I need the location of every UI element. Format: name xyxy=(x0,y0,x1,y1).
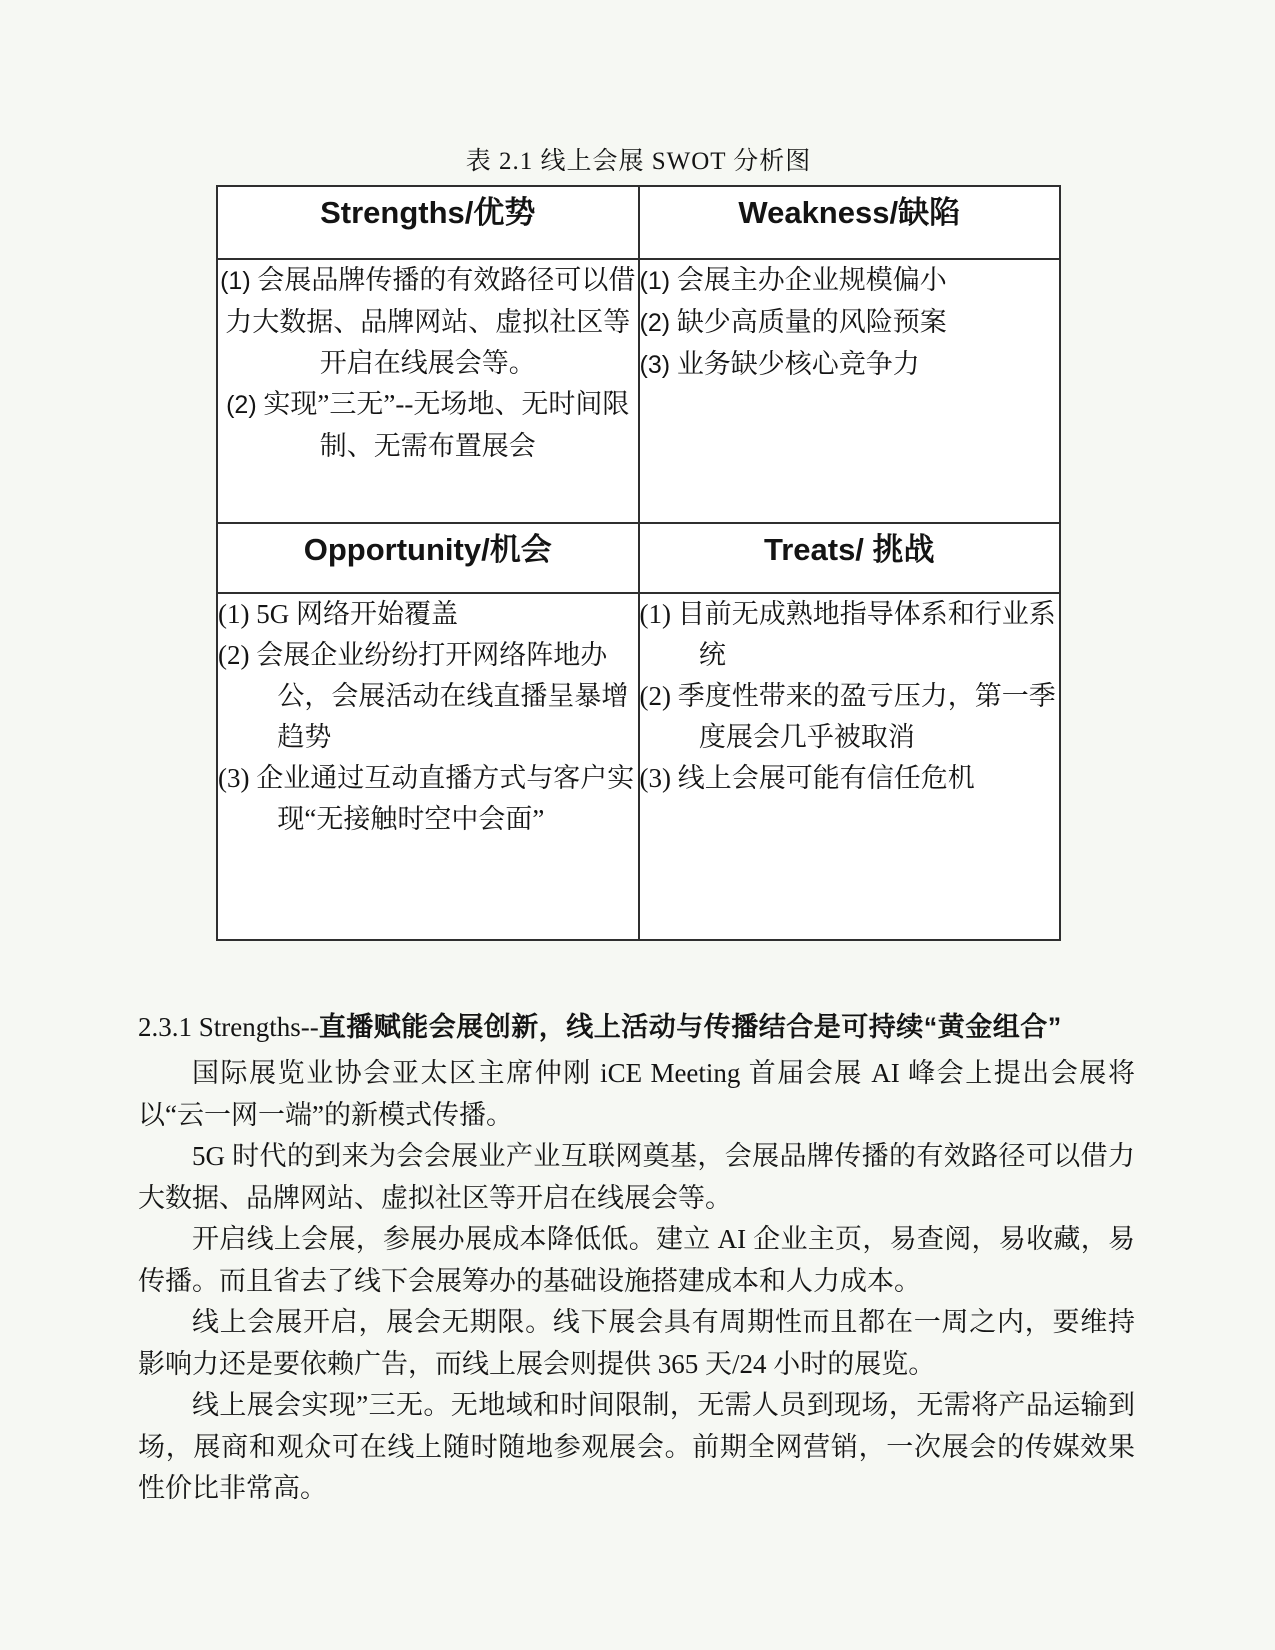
list-item xyxy=(218,384,638,467)
item-text: 线上会展可能有信任危机 xyxy=(677,763,975,793)
item-marker: (2) xyxy=(218,640,250,670)
list-item xyxy=(640,594,1060,676)
opportunity-header-cell: Opportunity/机会 xyxy=(217,523,639,593)
strengths-header-cell: Strengths/优势 xyxy=(217,186,639,259)
list-item xyxy=(218,635,638,758)
item-marker: (3) xyxy=(639,763,671,793)
section-body xyxy=(138,1006,1135,1510)
paragraph: 开启线上会展，参展办展成本降低低。建立 AI 企业主页，易查阅，易收藏，易传播。而且省去了线下会展筹办的基础设施搭建成本和人力成本。 xyxy=(138,1224,1135,1296)
list-item xyxy=(218,594,638,635)
section-number: 2.3.1 Strengths-- xyxy=(138,1012,319,1042)
list-item xyxy=(218,260,638,384)
item-marker: (3) xyxy=(639,351,671,379)
item-marker: (1) xyxy=(220,267,251,295)
item-marker: (1) xyxy=(639,599,671,629)
paragraph: 线上会展开启，展会无期限。线下展会具有周期性而且都在一周之内，要维持影响力还是要依赖广告，而线上展会则提供 365 天/24 小时的展览。 xyxy=(138,1307,1135,1379)
item-marker: (2) xyxy=(226,391,257,419)
swot-table xyxy=(216,185,1061,941)
item-marker: (3) xyxy=(218,763,250,793)
treats-header-cell: Treats/ 挑战 xyxy=(639,523,1061,593)
swot-body-row-2 xyxy=(217,593,1060,940)
list-item xyxy=(640,344,1060,386)
list-item xyxy=(640,758,1060,799)
treats-cell xyxy=(639,593,1061,940)
list-item xyxy=(218,758,638,840)
section-heading xyxy=(138,1006,1135,1048)
item-text: 会展品牌传播的有效路径可以借力大数据、品牌网站、虚拟社区等开启在线展会等。 xyxy=(225,265,636,378)
item-marker: (1) xyxy=(639,267,671,295)
item-text: 会展主办企业规模偏小 xyxy=(676,265,947,295)
weakness-header-cell: Weakness/缺陷 xyxy=(639,186,1061,259)
table-caption: 表 2.1 线上会展 SWOT 分析图 xyxy=(465,148,812,175)
item-text: 会展企业纷纷打开网络阵地办公，会展活动在线直播呈暴增趋势 xyxy=(256,640,629,752)
swot-header-row-2 xyxy=(217,523,1060,593)
item-marker: (2) xyxy=(639,309,671,337)
paragraph: 国际展览业协会亚太区主席仲刚 iCE Meeting 首届会展 AI 峰会上提出会展将以“云一网一端”的新模式传播。 xyxy=(138,1058,1135,1130)
item-text: 5G 网络开始覆盖 xyxy=(256,599,458,629)
item-text: 实现”三无”--无场地、无时间限制、无需布置展会 xyxy=(263,389,630,461)
item-marker: (1) xyxy=(218,599,250,629)
item-text: 业务缺少核心竞争力 xyxy=(676,349,920,379)
item-text: 季度性带来的盈亏压力，第一季度展会几乎被取消 xyxy=(677,681,1056,752)
swot-body-row-1 xyxy=(217,259,1060,523)
strengths-cell xyxy=(217,259,639,523)
list-item xyxy=(640,260,1060,302)
item-text: 目前无成熟地指导体系和行业系统 xyxy=(677,599,1056,670)
paragraph: 线上展会实现”三无。无地域和时间限制，无需人员到现场，无需将产品运输到场，展商和观众可在线上随时随地参观展会。前期全网营销，一次展会的传媒效果性价比非常高。 xyxy=(138,1390,1135,1503)
section-title: 直播赋能会展创新，线上活动与传播结合是可持续“黄金组合” xyxy=(318,1012,1062,1042)
weakness-cell xyxy=(639,259,1061,523)
item-text: 企业通过互动直播方式与客户实现“无接触时空中会面” xyxy=(256,763,635,834)
item-marker: (2) xyxy=(639,681,671,711)
swot-header-row-1 xyxy=(217,186,1060,259)
list-item xyxy=(640,302,1060,344)
list-item xyxy=(640,676,1060,758)
opportunity-cell xyxy=(217,593,639,940)
item-text: 缺少高质量的风险预案 xyxy=(676,307,947,337)
paragraph: 5G 时代的到来为会会展业产业互联网奠基，会展品牌传播的有效路径可以借力大数据、品牌网站、虚拟社区等开启在线展会等。 xyxy=(138,1141,1135,1213)
